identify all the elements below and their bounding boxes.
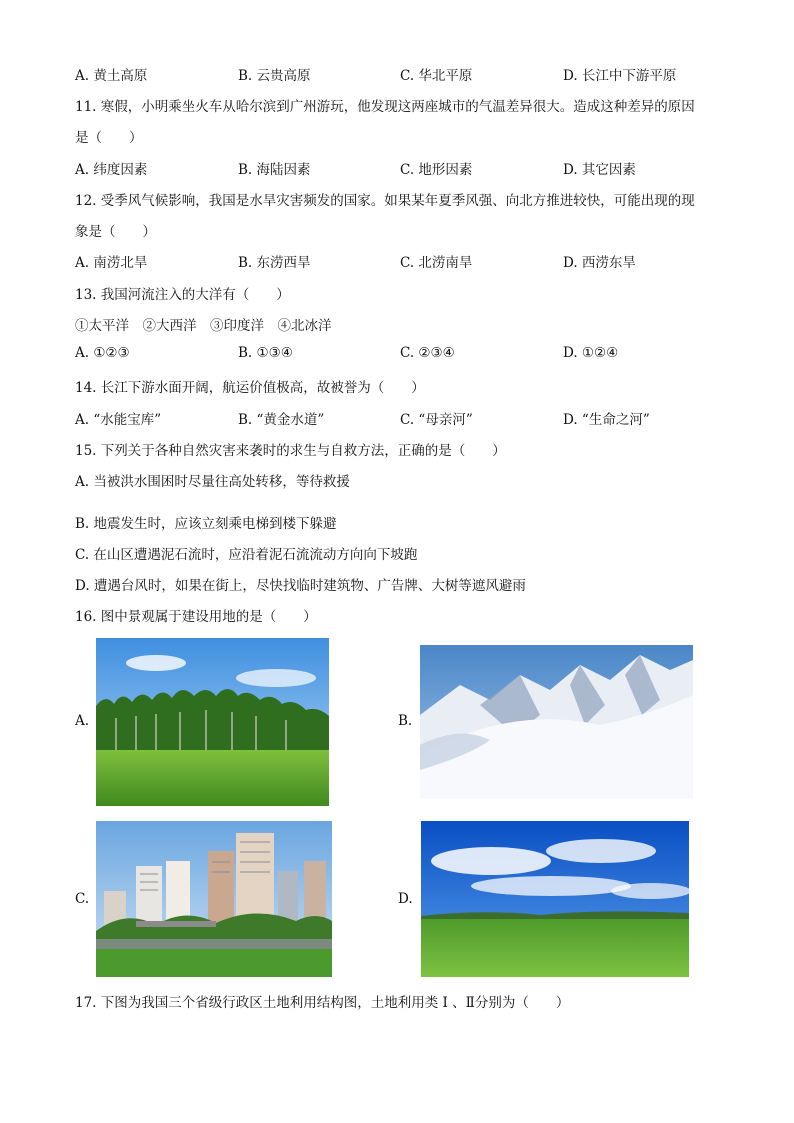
q14-stem: 14. 长江下游水面开阔，航运价值极高，故被誉为（ ） [75, 380, 425, 396]
q11-stem-line1: 11. 寒假，小明乘坐火车从哈尔滨到广州游玩，他发现这两座城市的气温差异很大。造成这种差异的原因 [75, 99, 695, 115]
q12-stem-line2: 象是（ ） [75, 224, 156, 240]
q12-option-b[interactable]: B. 东涝西旱 [238, 255, 311, 271]
q11-option-b[interactable]: B. 海陆因素 [238, 162, 311, 178]
q10-option-d[interactable]: D. 长江中下游平原 [563, 68, 677, 84]
q16-label-b: B. [398, 713, 413, 729]
q13-items: ①太平洋 ②大西洋 ③印度洋 ④北冰洋 [75, 318, 332, 334]
q16-label-c: C. [75, 891, 90, 907]
q16-photo-b-snow-mountain[interactable] [420, 645, 693, 799]
q11-option-a[interactable]: A. 纬度因素 [75, 162, 148, 178]
q14-option-b[interactable]: B. “黄金水道” [238, 412, 325, 428]
q10-option-b[interactable]: B. 云贵高原 [238, 68, 311, 84]
q13-option-c[interactable]: C. ②③④ [400, 345, 455, 361]
q17-stem: 17. 下图为我国三个省级行政区土地利用结构图，土地利用类 Ⅰ 、Ⅱ分别为（ ） [75, 995, 570, 1011]
q13-option-a[interactable]: A. ①②③ [75, 345, 130, 361]
q13-stem: 13. 我国河流注入的大洋有（ ） [75, 287, 290, 303]
q11-option-c[interactable]: C. 地形因素 [400, 162, 473, 178]
q15-stem: 15. 下列关于各种自然灾害来袭时的求生与自救方法，正确的是（ ） [75, 443, 506, 459]
q11-stem-line2: 是（ ） [75, 130, 143, 146]
q12-option-c[interactable]: C. 北涝南旱 [400, 255, 473, 271]
q15-option-d[interactable]: D. 遭遇台风时，如果在街上，尽快找临时建筑物、广告牌、大树等遮风避雨 [75, 578, 526, 594]
q16-label-a: A. [75, 713, 90, 729]
q15-option-b[interactable]: B. 地震发生时，应该立刻乘电梯到楼下躲避 [75, 516, 337, 532]
q16-stem: 16. 图中景观属于建设用地的是（ ） [75, 609, 317, 625]
q14-option-a[interactable]: A. “水能宝库” [75, 412, 162, 428]
q10-option-a[interactable]: A. 黄土高原 [75, 68, 148, 84]
q11-option-d[interactable]: D. 其它因素 [563, 162, 636, 178]
q15-option-a[interactable]: A. 当被洪水围困时尽量往高处转移，等待救援 [75, 474, 350, 490]
q10-option-c[interactable]: C. 华北平原 [400, 68, 473, 84]
q14-option-d[interactable]: D. “生命之河” [563, 412, 650, 428]
q15-option-c[interactable]: C. 在山区遭遇泥石流时，应沿着泥石流流动方向向下坡跑 [75, 547, 418, 563]
q12-stem-line1: 12. 受季风气候影响，我国是水旱灾害频发的国家。如果某年夏季风强、向北方推进较快，可能出现的现 [75, 193, 695, 209]
q14-option-c[interactable]: C. “母亲河” [400, 412, 473, 428]
q16-photo-a-forest[interactable] [96, 638, 329, 806]
q13-option-b[interactable]: B. ①③④ [238, 345, 293, 361]
q12-option-a[interactable]: A. 南涝北旱 [75, 255, 148, 271]
q16-photo-c-city[interactable] [96, 821, 332, 977]
q16-label-d: D. [398, 891, 413, 907]
q13-option-d[interactable]: D. ①②④ [563, 345, 619, 361]
q12-option-d[interactable]: D. 西涝东旱 [563, 255, 636, 271]
q16-photo-d-grassland[interactable] [421, 821, 689, 977]
